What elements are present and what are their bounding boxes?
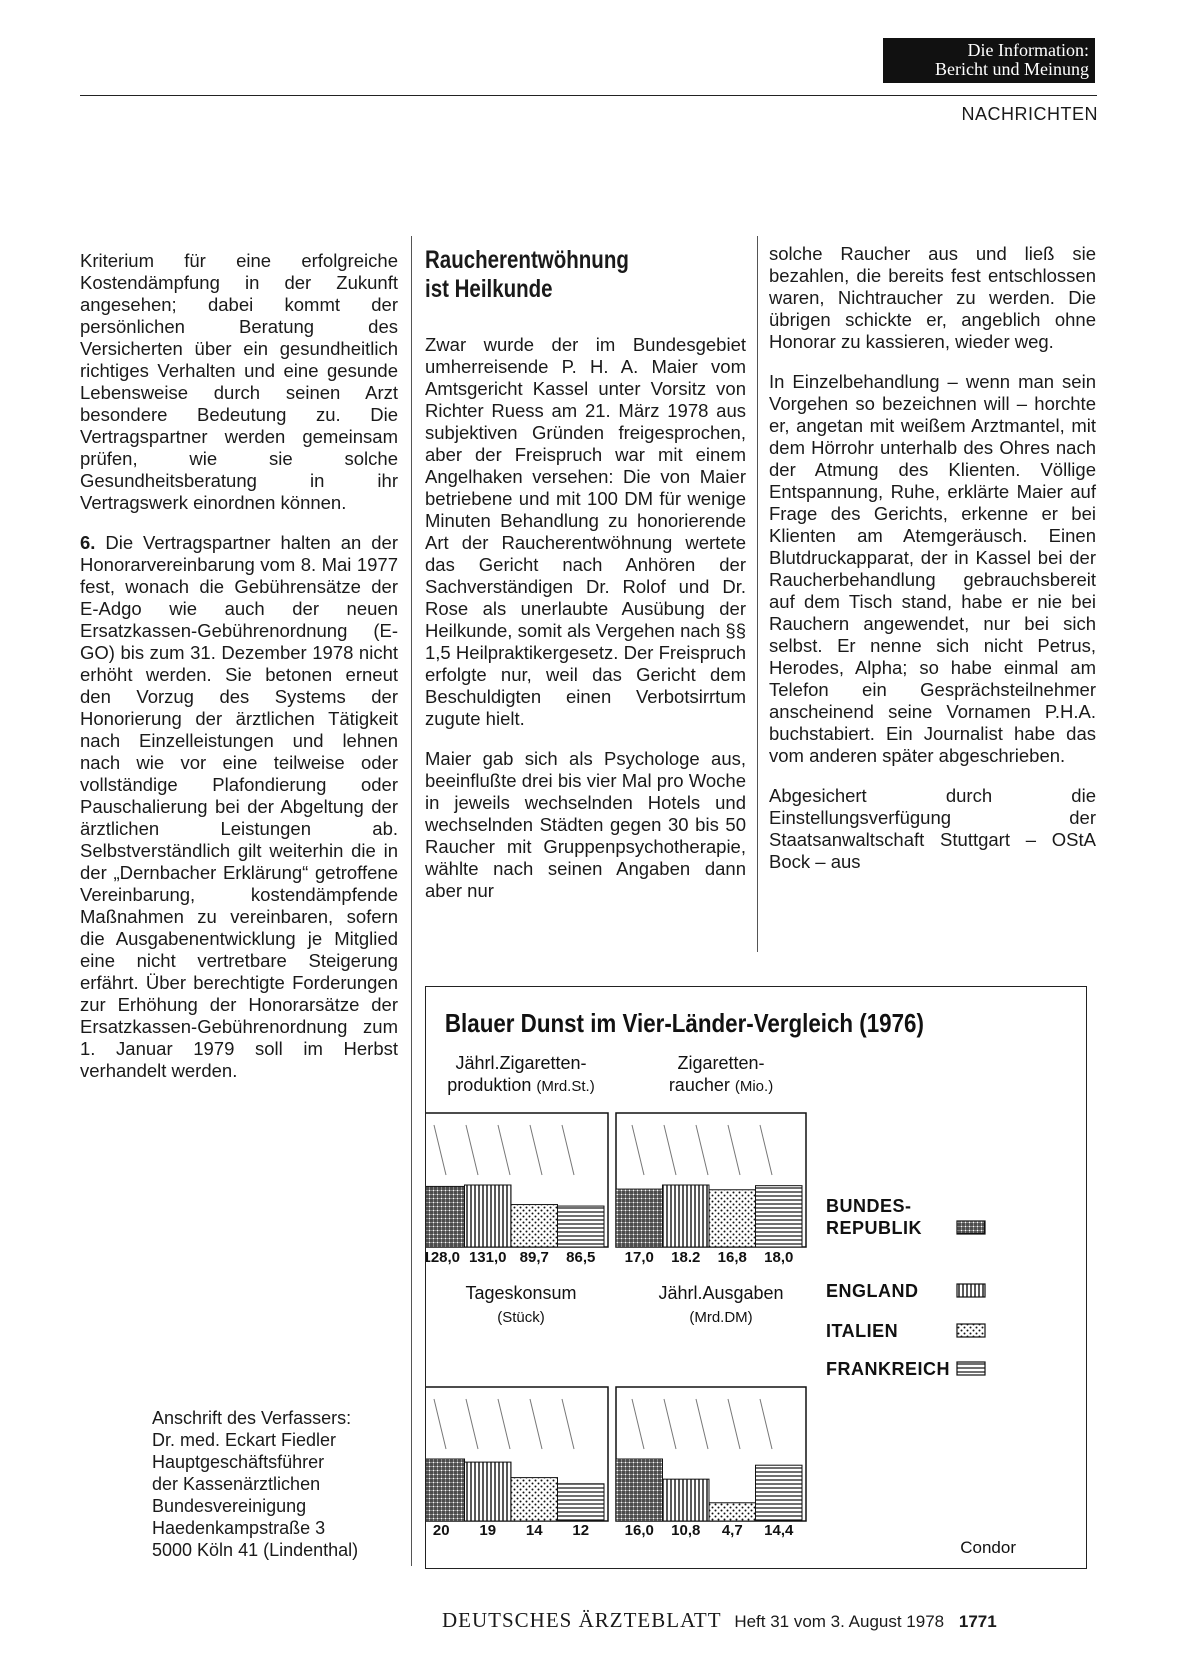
infographic-chart	[426, 987, 1085, 1567]
article-title-line-2: ist Heilkunde	[425, 275, 553, 303]
section-label: NACHRICHTEN	[961, 104, 1098, 124]
bar-2	[511, 1478, 558, 1521]
legend-label: ITALIEN	[826, 1321, 899, 1341]
address-line: 5000 Köln 41 (Lindenthal)	[152, 1540, 359, 1560]
chart-credit: Condor	[960, 1538, 1016, 1557]
panel-label: Jährl.Zigaretten-	[455, 1053, 587, 1073]
bar-3	[558, 1206, 605, 1247]
bar-value-label: 17,0	[624, 1249, 654, 1266]
chart-panel	[426, 1283, 608, 1539]
col1-paragraph-1: Kriterium für eine erfolgreiche Kostendämpfung in der Zukunft angesehen; dabei kommt der persönlichen Beratung des Versicherten über ein gesundheitlich richtiges Verhalten und eine gesunde Lebensweise durch seinen Arzt besondere Bedeutung zu. Die Vertragspartner werden gemeinsam prüfen, wie sie solche Gesundheitsberatung in ihr Vertragswerk einordnen können.	[80, 250, 398, 513]
bar-1	[465, 1462, 512, 1521]
bar-value-label: 18,0	[764, 1249, 794, 1266]
legend-item	[826, 1196, 985, 1238]
column-divider	[411, 236, 412, 1566]
legend-swatch	[957, 1324, 985, 1337]
badge-line-2: Bericht und Meinung	[935, 59, 1089, 79]
bar-3	[756, 1465, 803, 1521]
bar-0	[616, 1189, 663, 1247]
address-line: Bundesvereinigung	[152, 1496, 307, 1516]
bar-3	[756, 1186, 803, 1247]
column-divider	[757, 236, 758, 952]
bar-value-label: 89,7	[519, 1249, 549, 1266]
panel-label: Tageskonsum	[465, 1283, 577, 1303]
page-number: 1771	[958, 1612, 997, 1631]
bar-value-label: 131,0	[468, 1249, 507, 1266]
chart-title: Blauer Dunst im Vier-Länder-Vergleich (1976)	[444, 1009, 924, 1039]
chart-panel	[616, 1283, 806, 1539]
legend-item	[826, 1359, 985, 1379]
legend-swatch	[957, 1362, 985, 1375]
bar-value-label: 16,8	[717, 1249, 747, 1266]
bar-value-label: 10,8	[671, 1522, 701, 1539]
column-2	[425, 334, 746, 920]
bar-2	[709, 1503, 756, 1521]
address-line: Dr. med. Eckart Fiedler	[152, 1430, 337, 1450]
legend-label: ENGLAND	[826, 1281, 919, 1301]
panel-label-2: (Stück)	[497, 1309, 545, 1326]
bar-1	[663, 1479, 710, 1521]
bar-value-label: 14	[525, 1522, 543, 1539]
address-label: Anschrift des Verfassers:	[152, 1408, 352, 1428]
legend-swatch	[957, 1221, 985, 1234]
column-3	[769, 243, 1096, 891]
legend-label: REPUBLIK	[826, 1218, 923, 1238]
panel-label-2: (Mrd.DM)	[689, 1309, 753, 1326]
infographic-box	[425, 986, 1087, 1569]
bar-2	[511, 1205, 558, 1247]
bar-0	[426, 1459, 465, 1521]
bar-1	[465, 1185, 512, 1247]
col1-paragraph-2	[80, 532, 398, 1082]
bar-1	[663, 1185, 710, 1247]
bar-value-label: 12	[572, 1522, 590, 1539]
legend-swatch	[957, 1284, 985, 1297]
column-1	[80, 250, 398, 1100]
bar-value-label: 19	[479, 1522, 497, 1539]
bar-value-label: 16,0	[624, 1522, 654, 1539]
article-title-line-1: Raucherentwöhnung	[425, 246, 629, 274]
col3-paragraph-3: Abgesichert durch die Einstellungsverfügung der Staatsanwaltschaft Stuttgart – OStA Bock – aus	[769, 785, 1096, 872]
author-address	[152, 1407, 402, 1561]
panel-label: Zigaretten-	[677, 1053, 765, 1073]
panel-label-2: raucher (Mio.)	[668, 1075, 774, 1095]
item-number: 6.	[80, 532, 96, 553]
issue-info: Heft 31 vom 3. August 1978	[734, 1612, 945, 1631]
bar-2	[709, 1190, 756, 1247]
header-rule	[80, 95, 1097, 96]
bar-value-label: 4,7	[721, 1522, 743, 1539]
bar-3	[558, 1484, 605, 1521]
legend-item	[826, 1321, 985, 1341]
legend-label: BUNDES-	[826, 1196, 912, 1216]
bar-0	[426, 1186, 465, 1247]
address-line: Haedenkampstraße 3	[152, 1518, 326, 1538]
article-title	[425, 246, 687, 304]
item-text: Die Vertragspartner halten an der Honorarvereinbarung vom 8. Mai 1977 fest, wonach die Gebührensätze der E-Adgo wie auch der neuen Ersatzkassen-Gebührenordnung (E-GO) bis zum 31. Dezember 1978 nicht erhöht werden. Sie betonen erneut den Vorzug des Systems der Honorierung der ärztlichen Tätigkeit nach Einzelleistungen und lehnen nach wie vor eine teilweise oder vollständige Plafondierung oder Pauschalierung bei der Abgeltung der ärztlichen Leistungen ab. Selbstverständlich gilt weiterhin die in der „Dernbacher Erklärung“ getroffene Vereinbarung, kostendämpfende Maßnahmen zu vereinbaren, sofern die Ausgabenentwicklung je Mitglied eine nicht vertretbare Steigerung erfährt. Über berechtigte Forderungen zur Erhöhung der Honorarsätze der Ersatzkassen-Gebührenordnung zum 1. Januar 1979 soll im Herbst verhandelt werden.	[80, 532, 398, 1081]
page-footer	[442, 1608, 1097, 1633]
bar-value-label: 128,0	[426, 1249, 461, 1266]
col2-paragraph-2: Maier gab sich als Psychologe aus, beeinflußte drei bis vier Mal pro Woche in jeweils wechselnden Hotels und wechselnden Städten gegen 30 bis 50 Raucher mit Gruppenpsychotherapie, wählte nach seinen Angaben dann aber nur	[425, 748, 746, 901]
section-badge	[883, 38, 1095, 83]
legend-label: FRANKREICH	[826, 1359, 950, 1379]
col2-paragraph-1: Zwar wurde der im Bundesgebiet umherreisende P. H. A. Maier vom Amtsgericht Kassel unter Vorsitz von Richter Ruess am 21. März 1978 aus subjektiven Gründen freigesprochen, aber der Freispruch war mit einem Angelhaken versehen: Die von Maier betriebene und mit 100 DM für wenige Minuten Behandlung zu honorierende Art der Raucherentwöhnung wertete das Gericht nach Anhören der Sachverständigen Dr. Rolof und Dr. Rose als unerlaubte Ausübung der Heilkunde, somit als Vergehen nach §§ 1,5 Heilpraktikergesetz. Der Freispruch erfolgte nur, weil das Gericht dem Beschuldigten einen Verbotsirrtum zugute hielt.	[425, 334, 746, 729]
address-line: der Kassenärztlichen	[152, 1474, 321, 1494]
bar-value-label: 86,5	[566, 1249, 596, 1266]
legend-item	[826, 1281, 985, 1301]
bar-value-label: 18.2	[671, 1249, 701, 1266]
address-line: Hauptgeschäftsführer	[152, 1452, 325, 1472]
bar-0	[616, 1459, 663, 1521]
publication-name: DEUTSCHES ÄRZTEBLATT	[442, 1608, 722, 1632]
bar-value-label: 20	[432, 1522, 450, 1539]
panel-label: Jährl.Ausgaben	[658, 1283, 784, 1303]
chart-panel	[426, 1053, 608, 1266]
chart-panel	[616, 1053, 806, 1266]
bar-value-label: 14,4	[764, 1522, 794, 1539]
col3-paragraph-2: In Einzelbehandlung – wenn man sein Vorgehen so bezeichnen will – horchte er, angetan mit weißem Arztmantel, mit dem Hörrohr unterhalb des Ohres nach der Atmung des Klienten. Völlige Entspannung, Ruhe, erklärte Maier auf Frage des Gerichts, erkenne er bei Klienten am Atemgeräusch. Einen Blutdruckapparat, der in Kassel bei der Raucherbehandlung gebrauchsbereit auf dem Tisch stand, habe er nie bei Rauchern angewendet, nur bei sich selbst. Er nenne sich nicht Petrus, Herodes, Alpha; so habe einmal am Telefon ein Gesprächsteilnehmer anscheinend seine Vornamen P.H.A. buchstabiert. Ein Journalist habe das vom anderen später abgeschrieben.	[769, 371, 1096, 766]
panel-label-2: produktion (Mrd.St.)	[447, 1075, 595, 1095]
col3-paragraph-1: solche Raucher aus und ließ sie bezahlen, die bereits fest entschlossen waren, Nichtraucher zu werden. Die übrigen schickte er, angeblich ohne Honorar zu kassieren, wieder weg.	[769, 243, 1096, 352]
badge-line-1: Die Information:	[967, 40, 1089, 60]
